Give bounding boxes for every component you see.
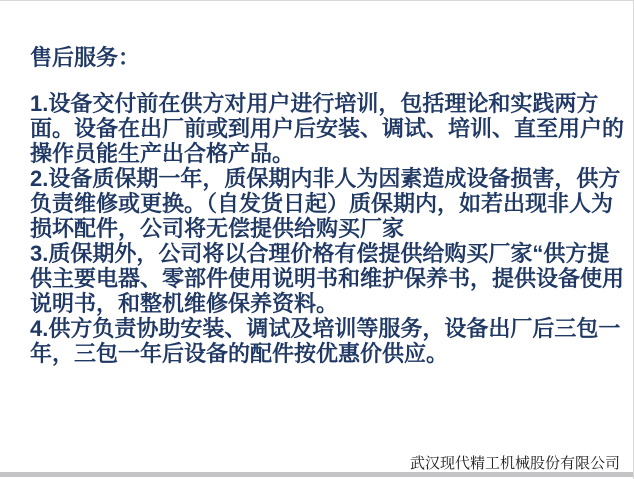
body-paragraph-3: 3.质保期外，公司将以合理价格有偿提供给购买厂家“供方提供主要电器、零部件使用说明书和维护保养书，提供设备使用说明书，和整机维修保养资料。 (30, 241, 625, 316)
footer-divider-bar (0, 472, 633, 477)
body-paragraph-4: 4.供方负责协助安装、调试及培训等服务，设备出厂后三包一年，三包一年后设备的配件按优惠价供应。 (30, 316, 621, 366)
body-paragraph-2: 2.设备质保期一年，质保期内非人为因素造成设备损害，供方负责维修或更换。（自发货日起）质保期内，如若出现非人为损坏配件，公司将无偿提供给购买厂家 (30, 166, 621, 241)
body-text-block (30, 91, 628, 366)
body-paragraph-1: 1.设备交付前在供方对用户进行培训，包括理论和实践两方面。设备在出厂前或到用户后安装、调试、培训、直至用户的操作员能生产出合格产品。 (30, 91, 625, 166)
footer-company-name: 武汉现代精工机械股份有限公司 (409, 455, 620, 472)
page-title: 售后服务： (30, 45, 141, 70)
